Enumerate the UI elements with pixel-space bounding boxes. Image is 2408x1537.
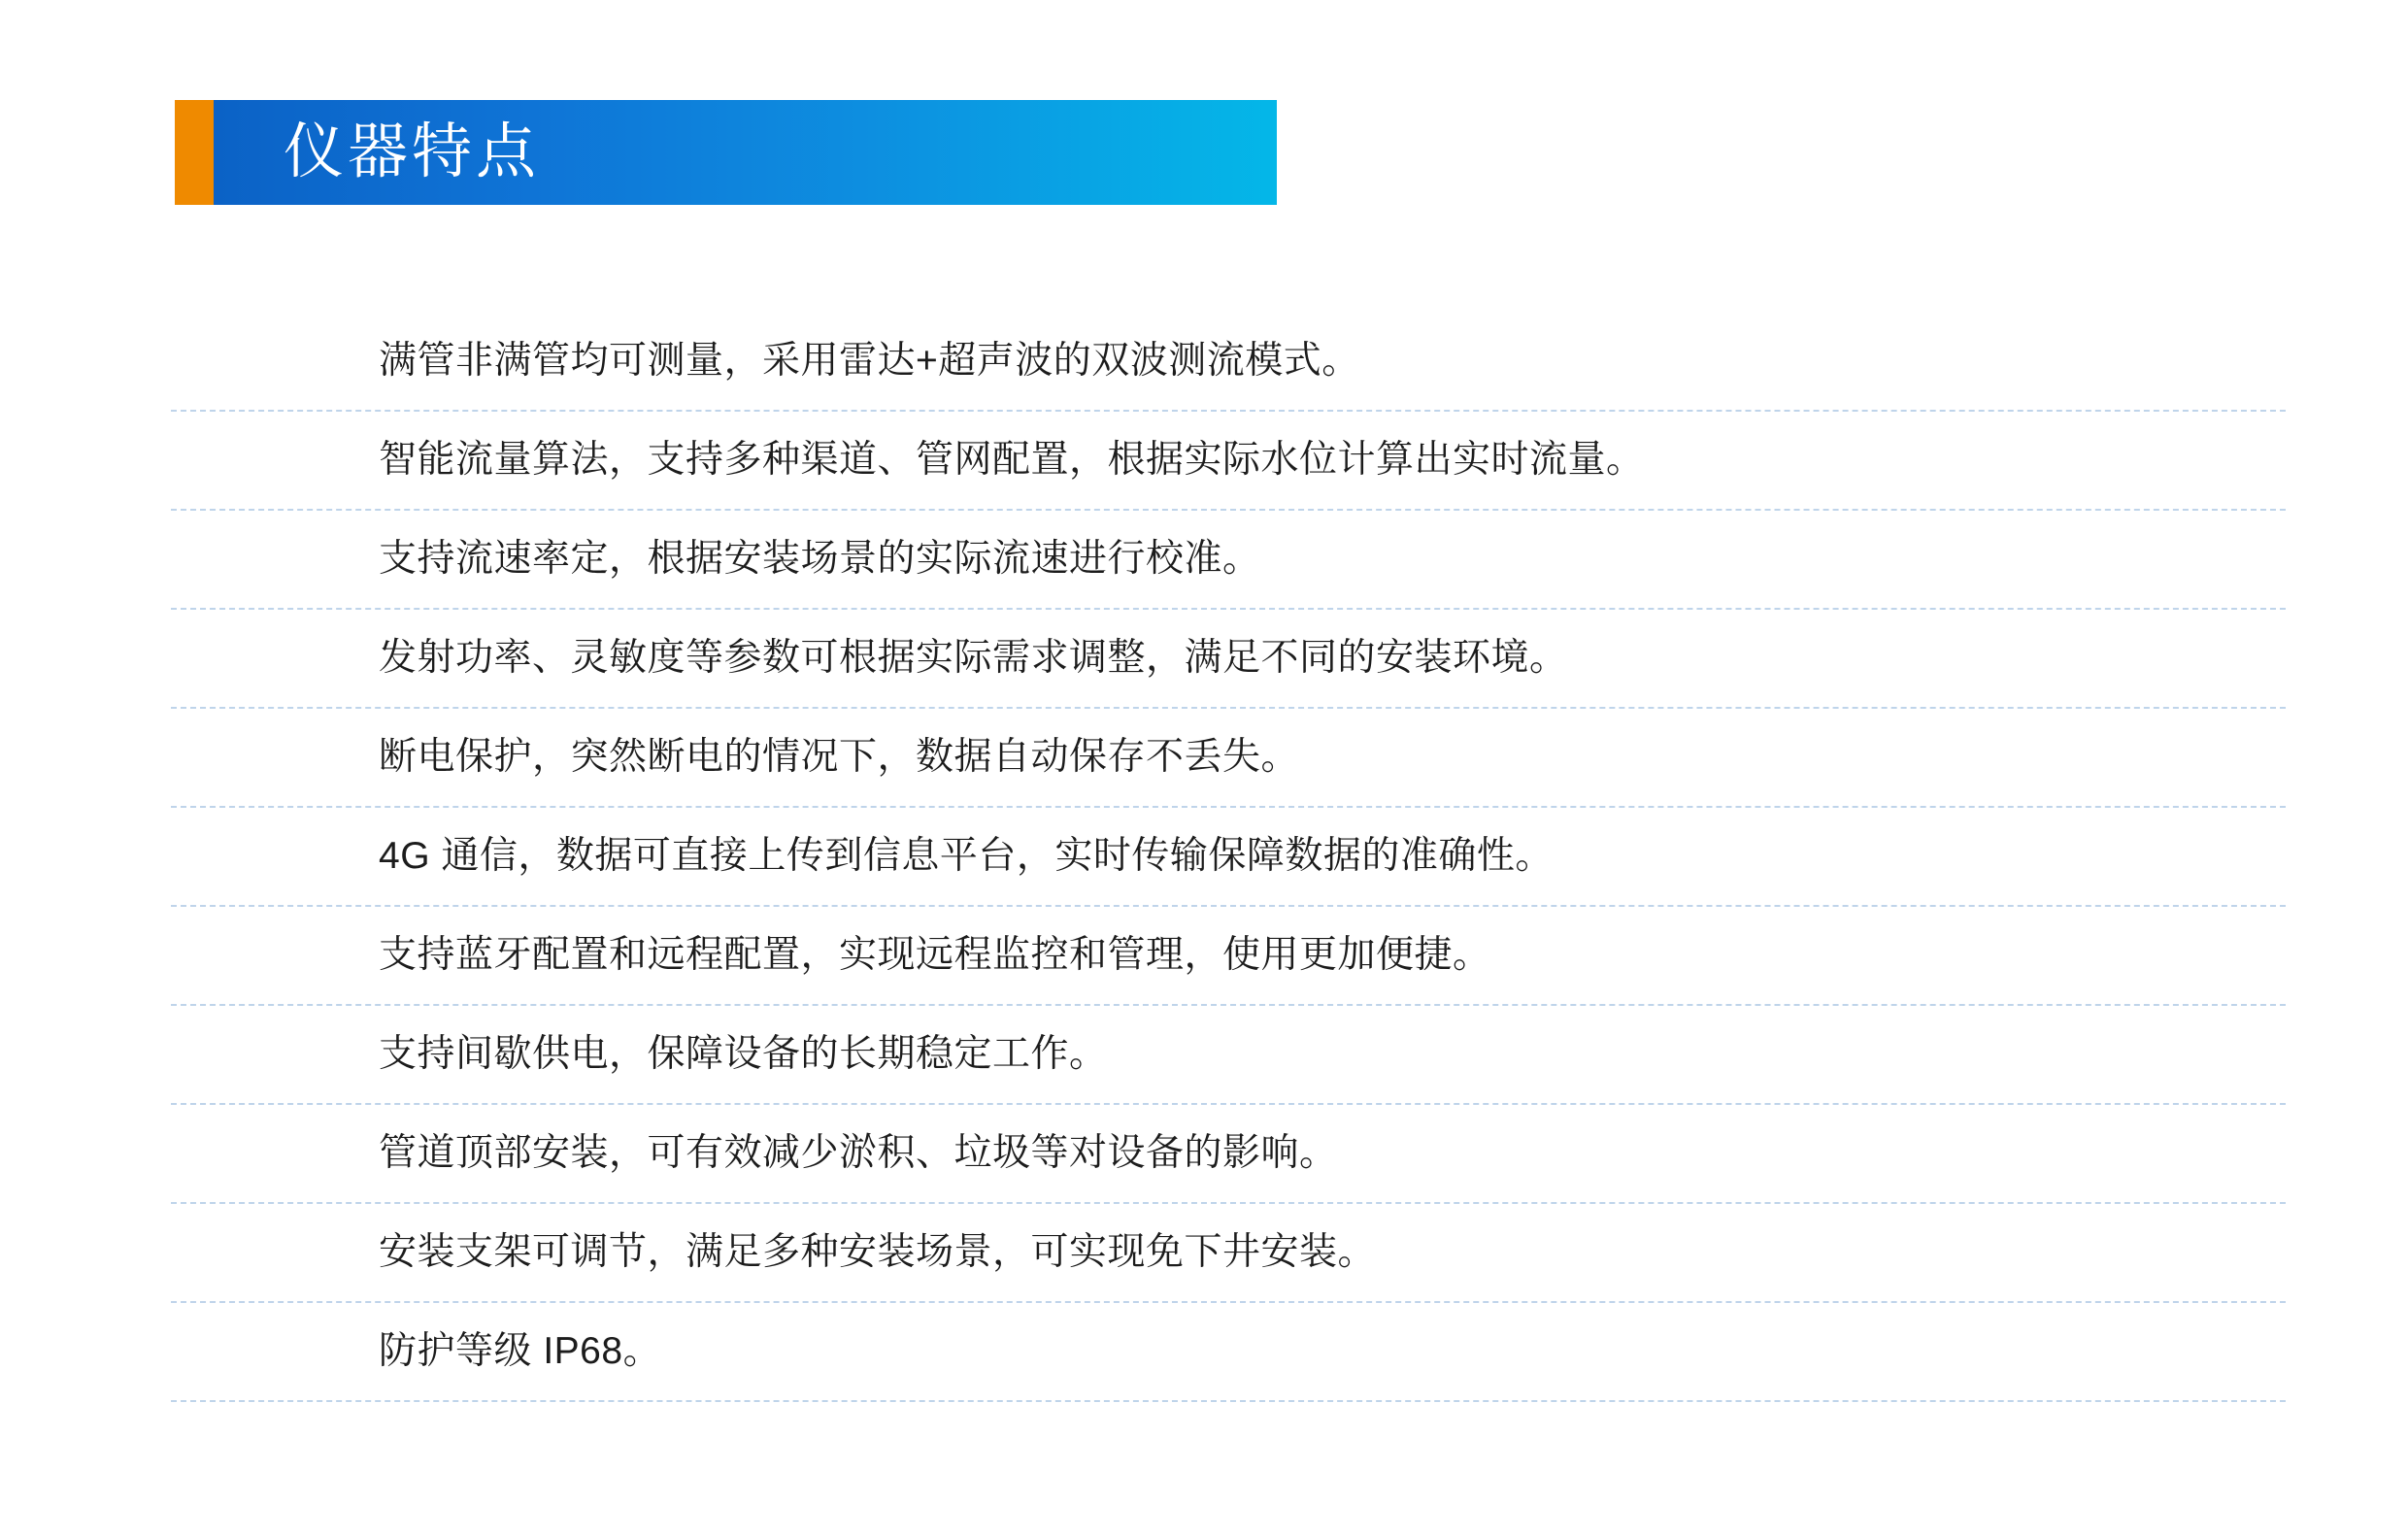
feature-list bbox=[171, 313, 2286, 1402]
title-accent-bar bbox=[175, 100, 214, 205]
list-item bbox=[171, 313, 2286, 412]
list-item bbox=[171, 808, 2286, 907]
list-item bbox=[171, 907, 2286, 1006]
feature-text: 断电保护，突然断电的情况下，数据自动保存不丢失。 bbox=[379, 735, 1300, 778]
feature-text: 智能流量算法，支持多种渠道、管网配置，根据实际水位计算出实时流量。 bbox=[379, 438, 1645, 481]
title-gradient-bar bbox=[214, 100, 1277, 205]
feature-text: 满管非满管均可测量，采用雷达+超声波的双波测流模式。 bbox=[379, 339, 1360, 382]
list-item bbox=[171, 610, 2286, 709]
page-title: 仪器特点 bbox=[284, 118, 541, 185]
feature-text: 安装支架可调节，满足多种安装场景，可实现免下井安装。 bbox=[379, 1230, 1377, 1273]
title-banner bbox=[175, 100, 1277, 205]
list-item bbox=[171, 412, 2286, 511]
list-item bbox=[171, 1006, 2286, 1105]
feature-text: 支持流速率定，根据安装场景的实际流速进行校准。 bbox=[379, 537, 1261, 580]
list-item bbox=[171, 511, 2286, 610]
list-item bbox=[171, 1204, 2286, 1303]
feature-text: 支持蓝牙配置和远程配置，实现远程监控和管理，使用更加便捷。 bbox=[379, 933, 1491, 976]
feature-text: 发射功率、灵敏度等参数可根据实际需求调整，满足不同的安装环境。 bbox=[379, 636, 1568, 679]
list-item bbox=[171, 709, 2286, 808]
list-item bbox=[171, 1303, 2286, 1402]
feature-text: 防护等级 IP68。 bbox=[379, 1329, 662, 1372]
feature-text: 管道顶部安装，可有效减少淤积、垃圾等对设备的影响。 bbox=[379, 1131, 1338, 1174]
feature-text: 支持间歇供电，保障设备的长期稳定工作。 bbox=[379, 1032, 1108, 1075]
list-item bbox=[171, 1105, 2286, 1204]
feature-text: 4G 通信，数据可直接上传到信息平台，实时传输保障数据的准确性。 bbox=[379, 834, 1554, 877]
